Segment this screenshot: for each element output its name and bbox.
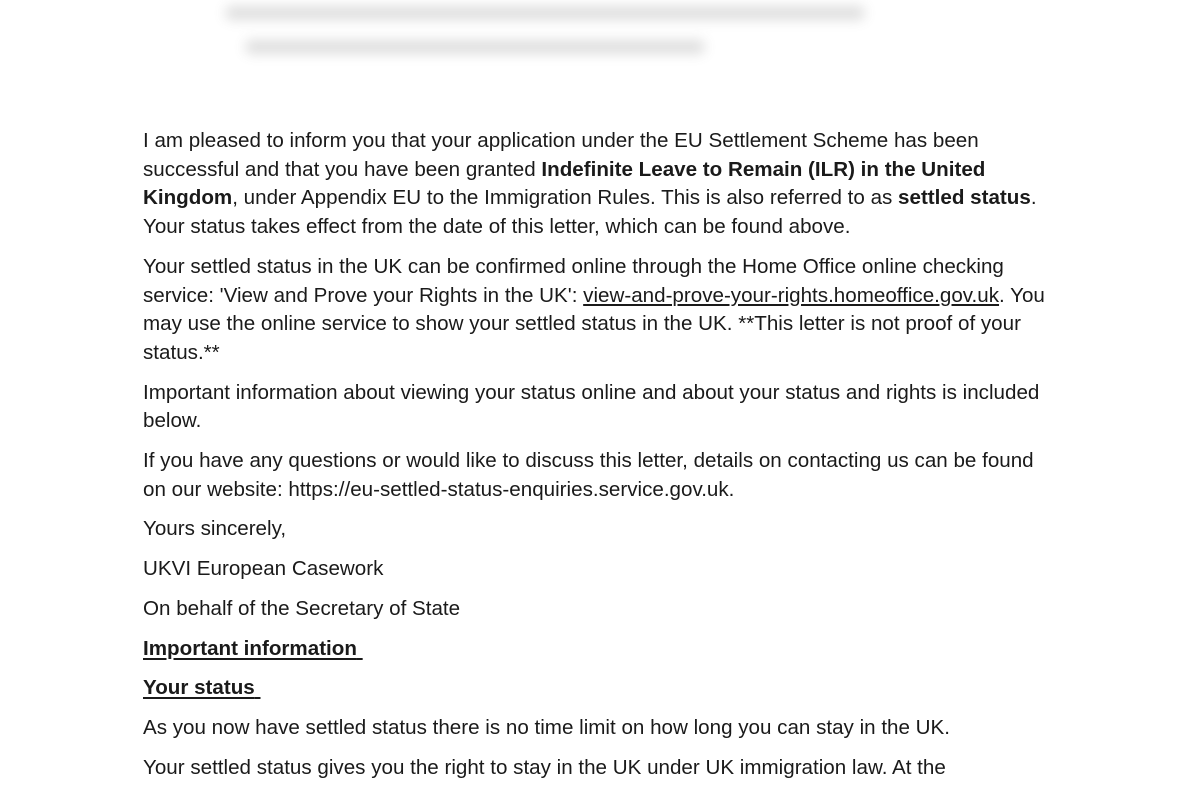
signoff: Yours sincerely, xyxy=(143,517,287,541)
online-check-paragraph xyxy=(143,253,1058,368)
page-cutoff xyxy=(0,782,1200,800)
important-information-heading-text: Important information xyxy=(143,636,357,660)
rights-paragraph: Your settled status gives you the right to stay in the UK under UK immigration law. At the xyxy=(143,755,946,779)
view-and-prove-link[interactable]: view-and-prove-your-rights.homeoffice.gov.uk xyxy=(583,283,1000,307)
questions-paragraph: If you have any questions or would like to discuss this letter, details on contacting us can be found on our website: https://eu-settled-status-enquiries.service.gov.uk. xyxy=(143,449,1034,501)
letter-body xyxy=(143,127,1058,793)
intro-text-2: , under Appendix EU to the Immigration Rules. This is also referred to as xyxy=(232,186,899,210)
your-status-heading-text: Your status xyxy=(143,676,255,700)
sender-name: UKVI European Casework xyxy=(143,557,384,581)
redacted-letterhead xyxy=(225,6,925,86)
on-behalf-line: On behalf of the Secretary of State xyxy=(143,596,461,620)
ilr-bold-text: Indefinite Leave to Remain (ILR) in the United Kingdom xyxy=(143,157,986,210)
important-note-paragraph: Important information about viewing your status online and about your status and rights is included below. xyxy=(143,380,1040,433)
online-text-1: Your settled status in the UK can be confirmed online through the Home Office online checking service: 'View and Prove your Rights in the UK': xyxy=(143,254,1004,307)
settled-status-bold-text: settled status xyxy=(898,186,1031,210)
online-text-2: . You may use the online service to show your settled status in the UK. **This letter is not proof of your status.** xyxy=(143,283,1045,364)
your-status-heading xyxy=(143,674,1058,703)
intro-paragraph xyxy=(143,127,1058,242)
intro-text-1: I am pleased to inform you that your application under the EU Settlement Scheme has been successful and that you have been granted xyxy=(143,129,979,181)
important-information-heading xyxy=(143,635,1058,664)
no-time-limit-paragraph: As you now have settled status there is no time limit on how long you can stay in the UK. xyxy=(143,715,951,739)
intro-text-3: . Your status takes effect from the date of this letter, which can be found above. xyxy=(143,186,1037,239)
